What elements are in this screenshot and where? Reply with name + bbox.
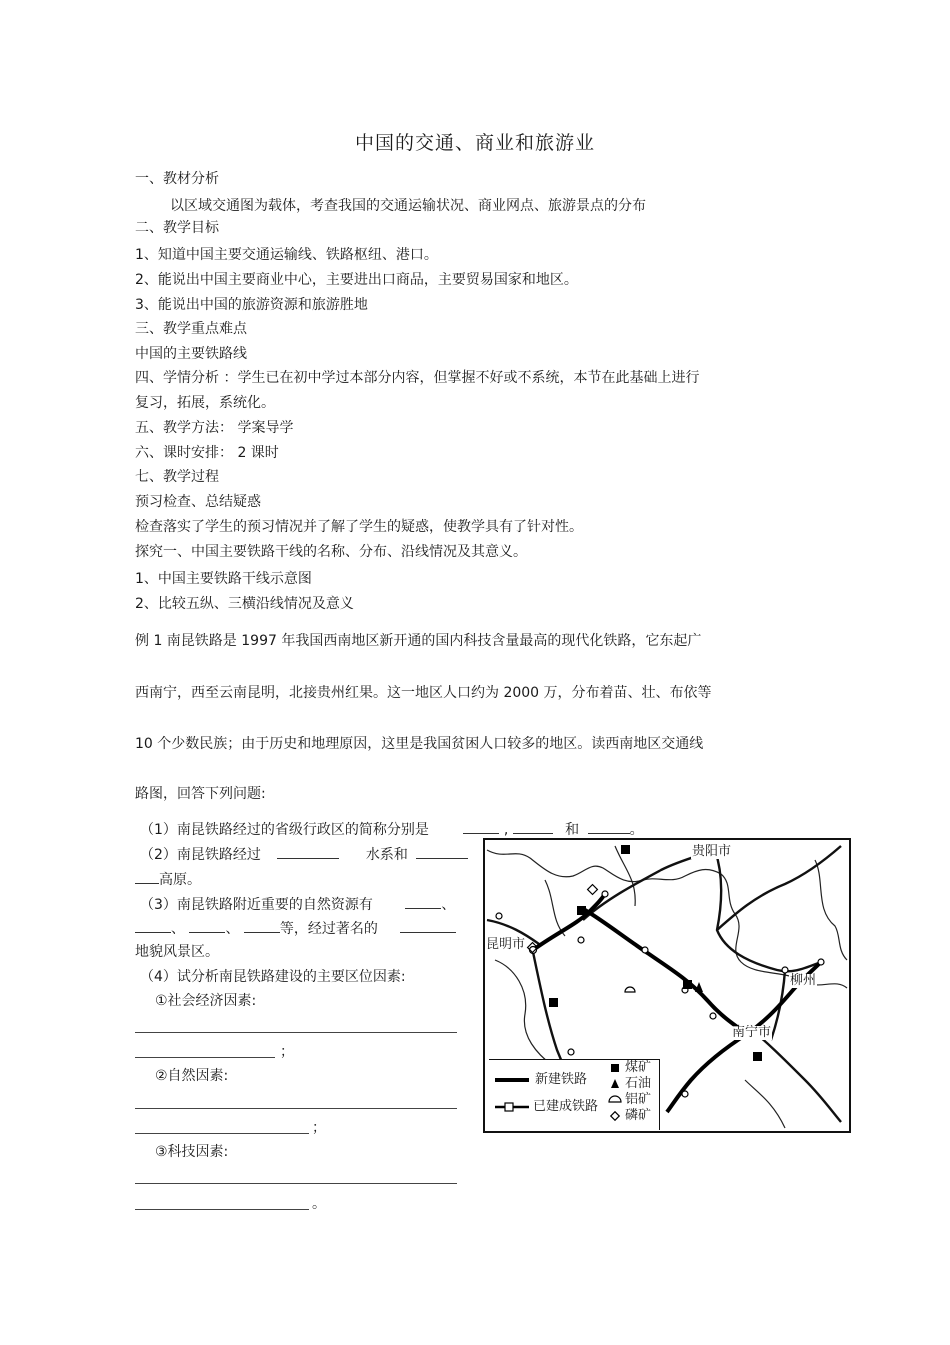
legend-aluminum-label: 铝矿 (625, 1092, 652, 1107)
question-text: 、 (225, 921, 240, 937)
answer-line[interactable] (135, 1133, 309, 1134)
answer-blank[interactable] (189, 918, 225, 933)
paragraph: 复习，拓展，系统化。 (135, 395, 275, 411)
factor-label: ③科技因素: (155, 1144, 229, 1160)
paragraph: 检查落实了学生的预习情况并了解了学生的疑惑，使教学具有了针对性。 (135, 519, 583, 535)
list-item: 1、知道中国主要交通运输线、铁路枢纽、港口。 (135, 247, 438, 263)
question-3-cont (135, 918, 456, 938)
legend-coal-icon (611, 1064, 619, 1072)
legend-built-rail-station (505, 1103, 513, 1111)
legend-oil-label: 石油 (625, 1076, 652, 1091)
question-1: （1）南昆铁路经过的省级行政区的简称分别是 , 和 。 (140, 819, 644, 839)
section-heading: 五、教学方法： 学案导学 (135, 420, 294, 436)
paragraph: 以区域交通图为载体，考查我国的交通运输状况、商业网点、旅游景点的分布 (170, 198, 646, 214)
paragraph: 预习检查、总结疑惑 (135, 494, 261, 510)
answer-blank[interactable] (588, 819, 630, 834)
answer-blank[interactable] (416, 844, 468, 859)
aluminum-marker (625, 987, 635, 992)
section-heading: 三、教学重点难点 (135, 321, 247, 337)
answer-blank[interactable] (463, 819, 499, 834)
answer-line[interactable] (135, 1032, 457, 1033)
section-heading: 七、教学过程 (135, 469, 219, 485)
answer-blank[interactable] (513, 819, 553, 834)
punctuation: ； (280, 1044, 294, 1060)
question-text: 高原。 (159, 872, 201, 888)
answer-line[interactable] (135, 1108, 457, 1109)
answer-blank[interactable] (405, 894, 441, 909)
list-item: 2、能说出中国主要商业中心，主要进出口商品，主要贸易国家和地区。 (135, 272, 578, 288)
section-heading: 四、学情分析 ：学生已在初中学过本部分内容，但掌握不好或不系统，本节在此基础上进行 (135, 370, 700, 386)
example-text: 例 1 南昆铁路是 1997 年我国西南地区新开通的国内科技含量最高的现代化铁路，它东起广 (135, 633, 702, 649)
city-liuzhou: 柳州 (790, 973, 817, 988)
city-kunming: 昆明市 (486, 937, 526, 952)
southwest-railway-map (483, 838, 851, 1133)
question-4: （4）试分析南昆铁路建设的主要区位因素: (140, 969, 406, 985)
example-text: 路图，回答下列问题: (135, 786, 266, 802)
question-3-cont: 地貌风景区。 (135, 944, 219, 960)
question-text: 、 (441, 897, 456, 913)
example-text: 西南宁，西至云南昆明，北接贵州红果。这一地区人口约为 2000 万，分布着苗、壮、布依等 (135, 685, 712, 701)
answer-blank[interactable] (244, 918, 280, 933)
question-2 (140, 844, 468, 864)
punctuation: 。 (312, 1196, 326, 1212)
legend-coal-label: 煤矿 (625, 1060, 652, 1075)
answer-blank[interactable] (135, 869, 159, 884)
section-heading: 六、课时安排： 2 课时 (135, 445, 279, 461)
question-3 (140, 894, 455, 914)
factor-label: ②自然因素: (155, 1068, 229, 1084)
question-text: 水系和 (365, 847, 408, 863)
answer-line[interactable] (135, 1057, 275, 1058)
paragraph: 探究一、中国主要铁路干线的名称、分布、沿线情况及其意义。 (135, 544, 527, 560)
question-text: 等，经过著名的 (279, 921, 378, 937)
answer-line[interactable] (135, 1183, 457, 1184)
paragraph: 中国的主要铁路线 (135, 346, 247, 362)
list-item: 1、中国主要铁路干线示意图 (135, 571, 312, 587)
question-text: 。 (629, 822, 644, 838)
list-item: 2、比较五纵、三横沿线情况及意义 (135, 596, 354, 612)
legend-built-rail-label: 已建成铁路 (533, 1099, 599, 1114)
question-2-cont (135, 869, 201, 889)
question-text: （2）南昆铁路经过 (140, 847, 261, 863)
legend-new-rail-label: 新建铁路 (535, 1072, 588, 1087)
section-heading: 一、教材分析 (135, 171, 219, 187)
section-heading: 二、教学目标 (135, 220, 219, 236)
factor-label: ①社会经济因素: (155, 993, 257, 1009)
page-title: 中国的交通、商业和旅游业 (354, 132, 595, 154)
city-nanning: 南宁市 (732, 1025, 772, 1040)
legend-phosphate-icon (611, 1112, 619, 1120)
city-guiyang: 贵阳市 (692, 844, 732, 859)
question-text: 和 (565, 822, 580, 838)
question-text: （1）南昆铁路经过的省级行政区的简称分别是 (140, 822, 429, 838)
map-legend (489, 1059, 660, 1130)
answer-blank[interactable] (135, 918, 171, 933)
legend-phosphate-label: 磷矿 (625, 1108, 652, 1123)
legend-oil-icon (611, 1079, 619, 1088)
question-text: （3）南昆铁路附近重要的自然资源有 (140, 897, 373, 913)
example-text: 10 个少数民族；由于历史和地理原因，这里是我国贫困人口较多的地区。读西南地区交通线 (135, 736, 704, 752)
legend-aluminum-icon (609, 1096, 621, 1102)
answer-blank[interactable] (400, 918, 456, 933)
punctuation: ； (312, 1120, 326, 1136)
question-text: 、 (171, 921, 185, 937)
answer-line[interactable] (135, 1209, 309, 1210)
answer-blank[interactable] (277, 844, 339, 859)
list-item: 3、能说出中国的旅游资源和旅游胜地 (135, 297, 368, 313)
